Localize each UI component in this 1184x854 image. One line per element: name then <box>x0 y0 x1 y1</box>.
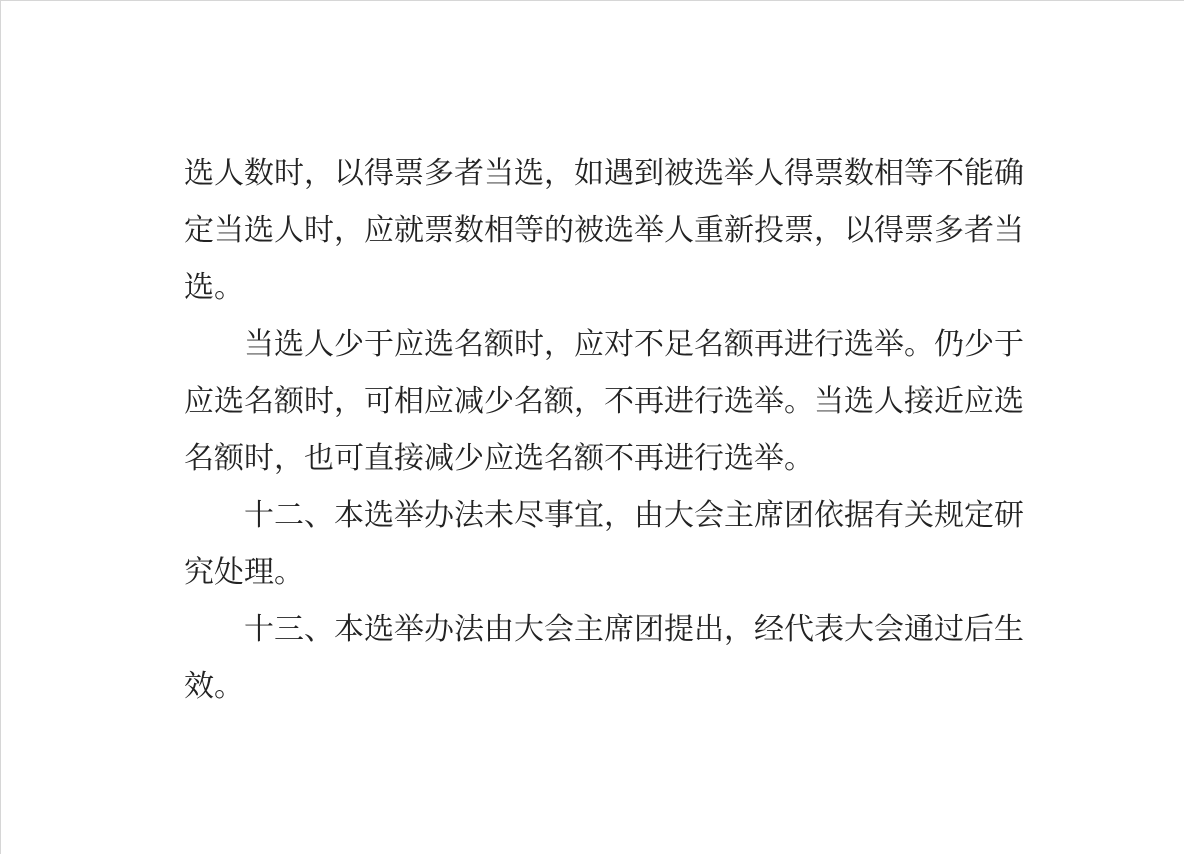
text-line: 应选名额时，可相应减少名额，不再进行选举。当选人接近应选 <box>184 385 1024 418</box>
text-line: 十三、本选举办法由大会主席团提出，经代表大会通过后生 <box>244 613 1024 646</box>
text-line: 选人数时，以得票多者当选，如遇到被选举人得票数相等不能确 <box>184 157 1024 190</box>
text-line: 名额时，也可直接减少应选名额不再进行选举。 <box>184 442 814 475</box>
text-line: 十二、本选举办法未尽事宜，由大会主席团依据有关规定研 <box>244 499 1024 532</box>
text-line: 效。 <box>184 670 244 703</box>
text-line: 当选人少于应选名额时，应对不足名额再进行选举。仍少于 <box>244 328 1024 361</box>
document-text <box>184 145 1026 715</box>
text-line: 究处理。 <box>184 556 304 589</box>
text-line: 选。 <box>184 271 244 304</box>
text-line: 定当选人时，应就票数相等的被选举人重新投票，以得票多者当 <box>184 214 1024 247</box>
